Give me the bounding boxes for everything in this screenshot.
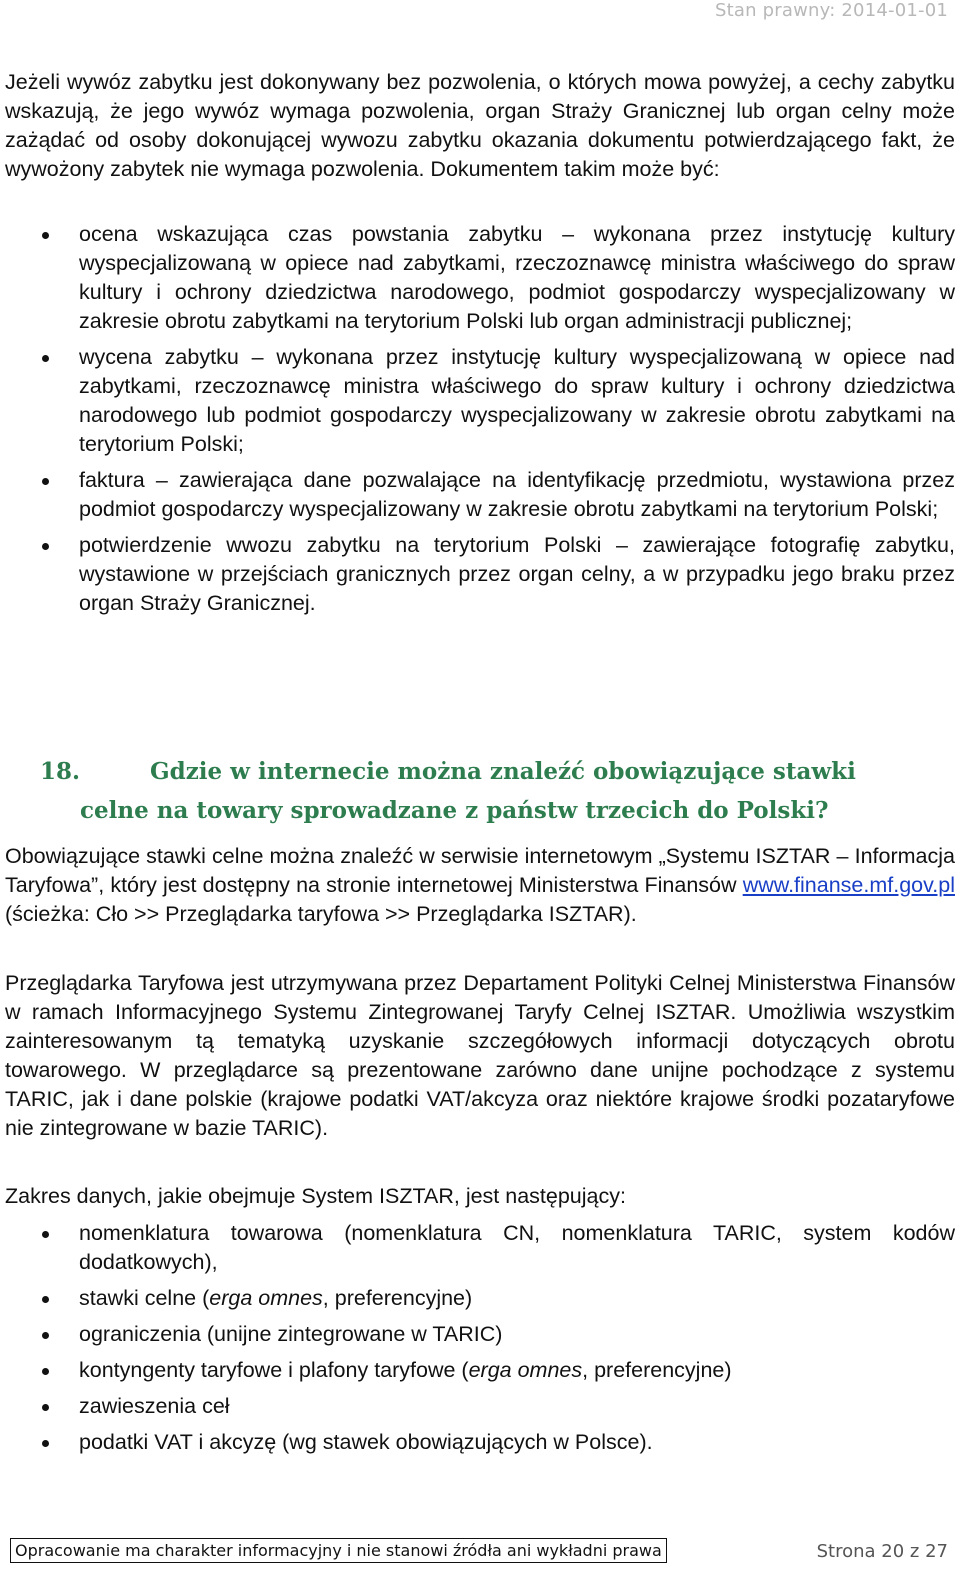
bullet-icon [42,355,49,362]
list-item-text [79,1358,732,1382]
list-item [0,531,955,618]
list-item [0,1356,955,1385]
legal-status-header: Stan prawny: 2014-01-01 [715,0,948,21]
list-item [0,220,955,336]
list-item-text: faktura – zawierająca dane pozwalające na identyfikację przedmiotu, wystawiona przez podmiot gospodarczy wyspecjalizowany w zakresie obrotu zabytkami na terytorium Polski; [79,468,955,521]
list-item [0,1428,955,1457]
text-part: kontyngenty taryfowe i plafony taryfowe ( [79,1358,469,1382]
list-item [0,466,955,524]
list-item [0,1219,955,1277]
latin-term: erga omnes [468,1358,583,1382]
bullet-icon [42,1368,49,1375]
bullet-icon [42,1404,49,1411]
bullet-icon [42,478,49,485]
list-item-text: nomenklatura towarowa (nomenklatura CN, nomenklatura TARIC, system kodów dodatkowych), [79,1221,955,1274]
section-heading [40,752,960,830]
bullet-icon [42,1440,49,1447]
list-item-text: zawieszenia ceł [79,1394,230,1418]
list-item [0,1320,955,1349]
list-item-text [79,1286,472,1310]
bullet-icon [42,1332,49,1339]
list-item-text: ocena wskazująca czas powstania zabytku – wykonana przez instytucję kultury wyspecjalizowaną w opiece nad zabytkami, rzeczoznawcę ministra właściwego do spraw kultury i ochrony dziedzictwa narodowego, podmiot gospodarczy wyspecjalizowany w zakresie obrotu zabytkami na terytorium Polski lub organ administracji publicznej; [79,222,955,333]
section-number: 18. [40,758,81,785]
list-item-text: podatki VAT i akcyzę (wg stawek obowiązujących w Polsce). [79,1430,653,1454]
bullet-icon [42,1231,49,1238]
list-item-text: ograniczenia (unijne zintegrowane w TARIC) [79,1322,503,1346]
rates-text-before-link: Obowiązujące stawki celne można znaleźć w serwisie internetowym „Systemu ISZTAR – Informacja Taryfowa”, który jest dostępny na stronie internetowej Ministerstwa Finansów [5,844,955,897]
footer-disclaimer: Opracowanie ma charakter informacyjny i nie stanowi źródła ani wykładni prawa [10,1538,667,1563]
browser-description-paragraph: Przeglądarka Taryfowa jest utrzymywana przez Departament Polityki Celnej Ministerstwa Finansów w ramach Informacyjnego Systemu Zintegrowanej Taryfy Celnej ISZTAR. Umożliwia wszystkim zainteresowanym tą tematyką uzyskanie szczegółowych informacji dotyczących obrotu towarowego. W przeglądarce są prezentowane zarówno dane unijne pochodzące z systemu TARIC, jak i dane polskie (krajowe podatki VAT/akcyza oraz niektóre krajowe środki pozataryfowe nie zintegrowane w bazie TARIC). [5,971,955,1140]
rates-paragraph [5,842,955,929]
list-item-text: wycena zabytku – wykonana przez instytucję kultury wyspecjalizowaną w opiece nad zabytkami, rzeczoznawcę ministra właściwego do spraw kultury i ochrony dziedzictwa narodowego lub podmiot gospodarczy wyspecjalizowany w zakresie obrotu zabytkami na terytorium Polski; [79,345,955,456]
bullet-icon [42,543,49,550]
page-number: Strona 20 z 27 [816,1541,948,1562]
section-title-line2: celne na towary sprowadzane z państw trzecich do Polski? [80,797,829,824]
document-types-list [0,220,955,625]
text-part: stawki celne ( [79,1286,210,1310]
isztar-scope-list [0,1219,955,1464]
section-title-line1: Gdzie w internecie można znaleźć obowiązujące stawki [150,758,856,785]
text-part: , preferencyjne) [322,1286,473,1310]
text-part: , preferencyjne) [582,1358,732,1382]
scope-intro-paragraph: Zakres danych, jakie obejmuje System ISZTAR, jest następujący: [5,1184,626,1208]
bullet-icon [42,232,49,239]
ministry-website-link[interactable]: www.finanse.mf.gov.pl [742,873,955,897]
intro-paragraph: Jeżeli wywóz zabytku jest dokonywany bez pozwolenia, o których mowa powyżej, a cechy zabytku wskazują, że jego wywóz wymaga pozwolenia, organ Straży Granicznej lub organ celny może zażądać od osoby dokonującej wywozu zabytku okazania dokumentu potwierdzającego fakt, że wywożony zabytek nie wymaga pozwolenia. Dokumentem takim może być: [5,70,955,181]
latin-term: erga omnes [209,1286,323,1310]
list-item [0,1284,955,1313]
list-item [0,1392,955,1421]
rates-text-after-link: (ścieżka: Cło >> Przeglądarka taryfowa >> Przeglądarka ISZTAR). [5,902,637,926]
list-item-text: potwierdzenie wwozu zabytku na terytorium Polski – zawierające fotografię zabytku, wystawione w przejściach granicznych przez organ celny, a w przypadku jego braku przez organ Straży Granicznej. [79,533,955,615]
list-item [0,343,955,459]
bullet-icon [42,1296,49,1303]
